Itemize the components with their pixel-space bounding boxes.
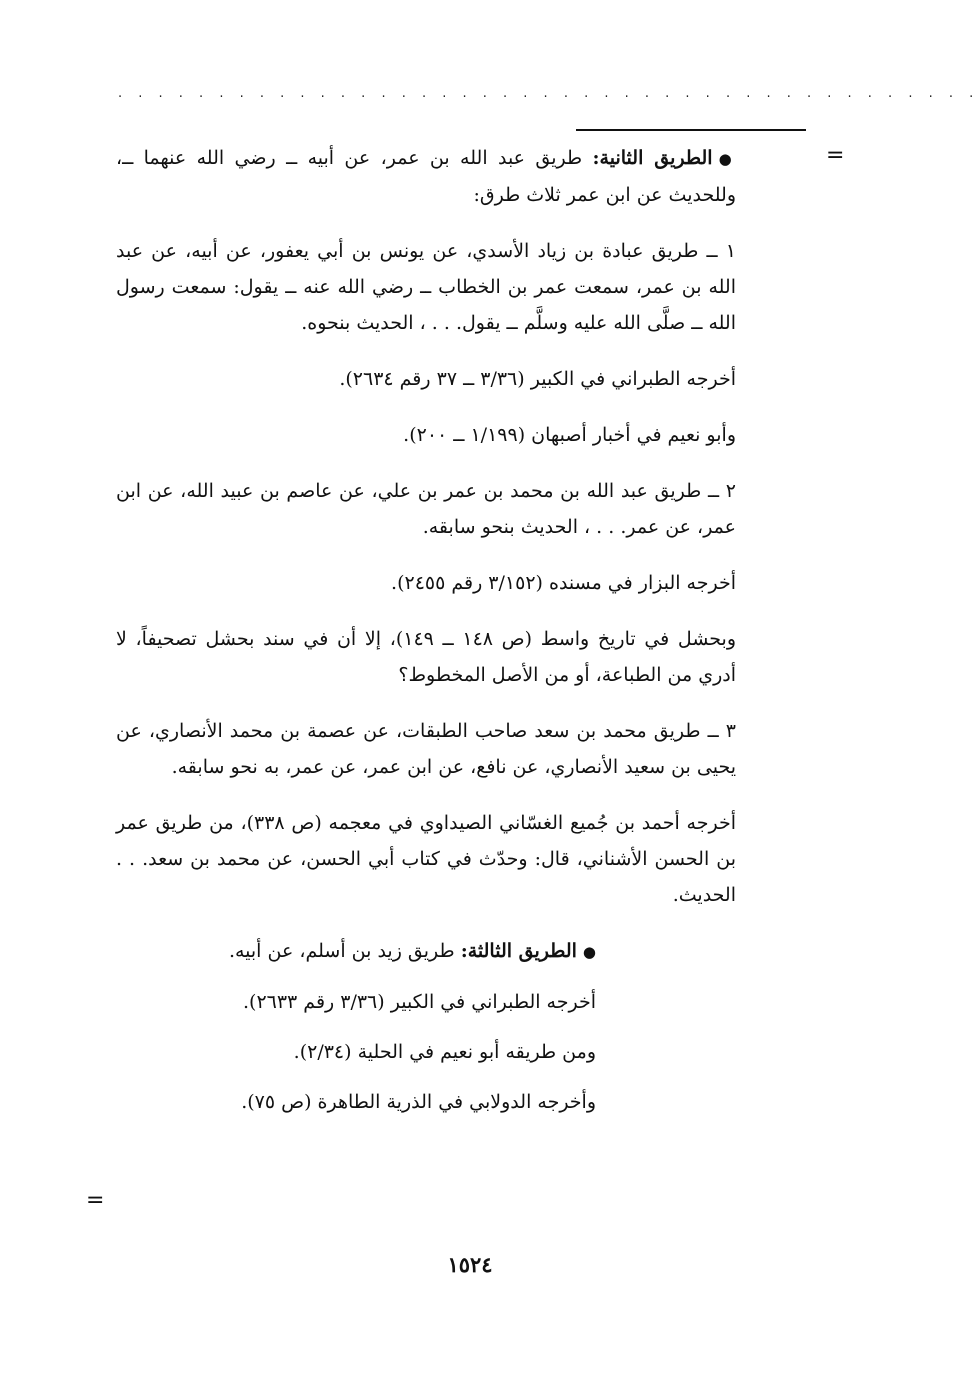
- paragraph-takhrij-bazzar: أخرجه البزار في مسنده (٣/١٥٢ رقم ٢٤٥٥).: [391, 572, 736, 594]
- paragraph-takhrij-tabarani: أخرجه الطبراني في الكبير (٣/٣٦ ــ ٣٧ رقم ٢٦٣٤).: [339, 368, 736, 390]
- paragraph-route-1: ١ ــ طريق عبادة بن زياد الأسدي، عن يونس بن أبي يعفور، عن أبيه، عن عبد الله بن عمر، سمعت عمر بن الخطاب ــ رضي الله عنه ــ يقول: سمعت رسول الله ــ صلَّى الله عليه وسلَّم ــ يقول. . . ، الحديث بنحوه.: [116, 240, 736, 334]
- paragraph-text: طريق عبد الله بن عمر، عن أبيه ــ رضي الله عنهما ــ، وللحديث عن ابن عمر ثلاث طرق:: [116, 147, 736, 206]
- paragraph-route-2: ٢ ــ طريق عبد الله بن محمد بن عمر بن علي، عن عاصم بن عبيد الله، عن ابن عمر، عن عمر. . . ، الحديث بنحو سابقه.: [116, 480, 736, 538]
- paragraph-third-route: [116, 933, 736, 970]
- paragraph-text: طريق زيد بن أسلم، عن أبيه.: [228, 940, 455, 962]
- paragraph-takhrij-abu-nuaym: وأبو نعيم في أخبار أصبهان (١/١٩٩ ــ ٢٠٠).: [403, 424, 736, 446]
- section-heading-second-route: الطريق الثانية:: [592, 147, 713, 169]
- section-heading-third-route: الطريق الثالثة:: [460, 940, 577, 962]
- bullet-icon: ●: [718, 150, 737, 168]
- paragraph-takhrij-bahshal: وبحشل في تاريخ واسط (ص ١٤٨ ــ ١٤٩)، إلا أن في سند بحشل تصحيفاً، لا أدري من الطباعة، أو من الأصل المخطوط؟: [116, 628, 736, 686]
- bullet-icon: ●: [582, 943, 596, 961]
- margin-continuation-mark-bottom: =: [86, 1188, 105, 1213]
- paragraph-takhrij-abu-nuaym-hilya: ومن طريقه أبو نعيم في الحلية (٢/٣٤).: [293, 1041, 596, 1063]
- paragraph-takhrij-dulabi: وأخرجه الدولابي في الذرية الطاهرة (ص ٧٥).: [241, 1091, 596, 1113]
- footnote-separator-rule: [576, 129, 806, 131]
- paragraph-takhrij-tabarani-2: أخرجه الطبراني في الكبير (٣/٣٦ رقم ٢٦٣٣).: [242, 991, 596, 1013]
- header-dotted-line: . . . . . . . . . . . . . . . . . . . . . . . . . . . . . . . . . . . . . . . . . . .: [118, 86, 979, 101]
- page-number: ١٥٢٤: [447, 1252, 493, 1277]
- margin-continuation-mark-top: =: [826, 143, 845, 168]
- footnote-body: [116, 140, 736, 1134]
- paragraph-second-route: [116, 140, 736, 213]
- paragraph-takhrij-ibn-jumay: أخرجه أحمد بن جُميع الغسّاني الصيداوي في معجمه (ص ٣٣٨)، من طريق عمر بن الحسن الأشناني، قال: وحدّث في كتاب أبي الحسن، عن محمد بن سعد. . . الحديث.: [116, 812, 736, 906]
- paragraph-route-3: ٣ ــ طريق محمد بن سعد صاحب الطبقات، عن عصمة بن محمد الأنصاري، عن يحيى بن سعيد الأنصاري، عن نافع، عن ابن عمر، عن عمر، به نحو سابقه.: [116, 720, 736, 778]
